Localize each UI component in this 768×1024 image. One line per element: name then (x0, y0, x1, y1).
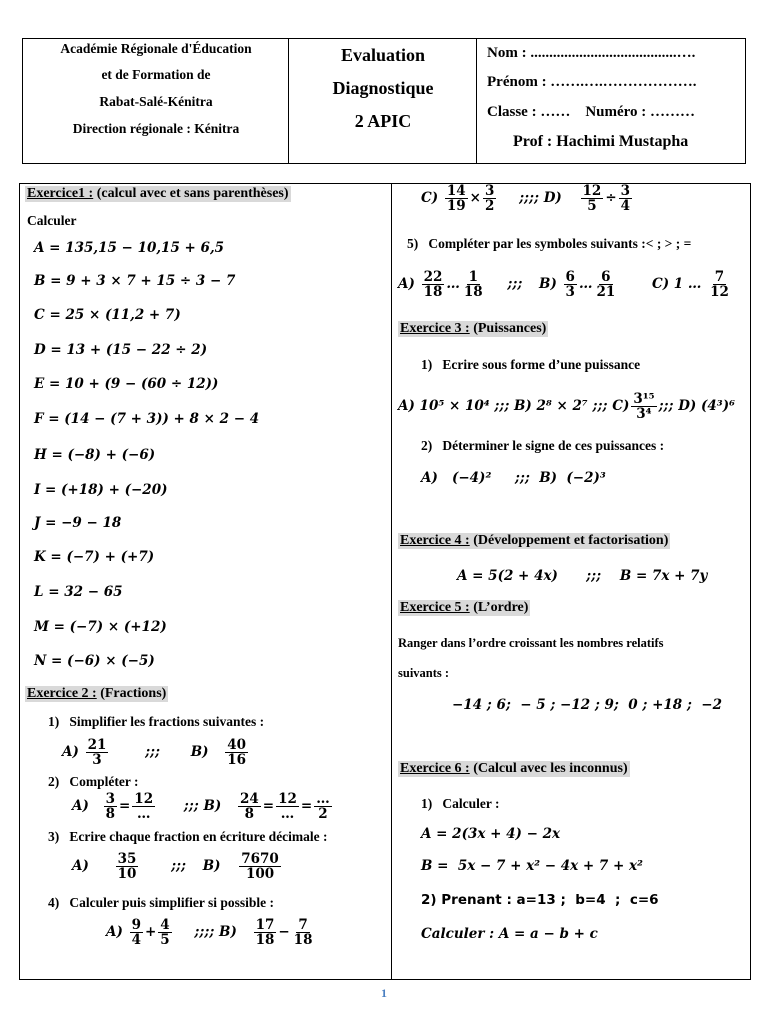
numerator: 35 (117, 851, 137, 867)
eval-line-1: Evaluation (340, 45, 426, 65)
ex5-text-1: Ranger dans l’ordre croissant les nombres relatifs (398, 636, 664, 650)
ex3-subtitle: (Puissances) (469, 321, 547, 336)
ex1-expr-b: B = 9 + 3 × 7 + 15 ÷ 3 − 7 (34, 273, 236, 289)
ex3-title: Exercice 3 : (400, 321, 470, 336)
q4-d-label: D) (543, 190, 562, 206)
numerator: 14 (446, 183, 466, 199)
academie-line-3: Rabat-Salé-Kénitra (99, 94, 213, 109)
numerator: 21 (87, 737, 107, 753)
numerator: 7670 (241, 851, 279, 867)
denominator: 12 (710, 284, 729, 300)
ex1-expr-e: E = 10 + (9 − (60 ÷ 12)) (34, 376, 219, 392)
header-academie (23, 39, 289, 163)
ex2-q5-line: A) $\frac{22}{18}$ … $\frac{1}{18}$ ;;; B) $\frac{6}{3}$ … $\frac{6}{21}$ C) 1 … $\frac{7}{12}$ (398, 269, 729, 300)
prof-name: Prof : Hachimi Mustapha (513, 133, 689, 150)
numerator: 22 (423, 269, 443, 285)
numerator: 17 (255, 917, 275, 933)
ex6-q1: 1) Calculer : (421, 796, 500, 811)
denominator: 10 (117, 866, 137, 882)
fraction (130, 918, 143, 947)
ex1-expr-n: N = (−6) × (−5) (34, 653, 155, 669)
separator: ;;;; (194, 924, 215, 940)
nom-field: Nom : .......................................…. (487, 45, 696, 61)
ex3-q1-expr: A) 10⁵ × 10⁴ ;;; B) 2⁸ × 2⁷ ;;; C) (398, 398, 630, 414)
ex1-expr-k: K = (−7) + (+7) (34, 549, 155, 565)
numerator: 3 (105, 791, 115, 807)
numerator: 3¹⁵ (633, 391, 655, 407)
denominator: 18 (293, 932, 313, 948)
fraction (314, 792, 332, 821)
numerator: 1 (468, 269, 478, 285)
ex3-q2: 2) Déterminer le signe de ces puissances : (421, 438, 665, 453)
fraction (254, 918, 277, 947)
fraction (619, 184, 632, 213)
numerator: 40 (227, 737, 247, 753)
ex2-q4: 4) Calculer puis simplifier si possible : (48, 895, 275, 910)
denominator: 5 (160, 932, 170, 948)
fraction (631, 392, 656, 421)
ex2-q1: 1) Simplifier les fractions suivantes : (48, 714, 265, 729)
fraction (116, 852, 139, 881)
q5-b-label: B) (539, 276, 557, 292)
fraction (86, 738, 109, 767)
ex1-subtitle: (calcul avec et sans parenthèses) (93, 186, 289, 201)
denominator: 8 (244, 806, 255, 822)
q4-c-label: C) (421, 190, 439, 206)
numerator: 6 (601, 269, 611, 285)
numerator: 12 (582, 183, 602, 199)
denominator: 4 (620, 198, 631, 214)
header-student (477, 39, 745, 163)
ex2-q3: 3) Ecrire chaque fraction en écriture décimale : (48, 829, 328, 844)
ex3-q1: 1) Ecrire sous forme d’une puissance (421, 357, 641, 372)
denominator: 16 (227, 752, 247, 768)
fraction (483, 184, 496, 213)
fraction (581, 184, 604, 213)
ex6-q2: 2) Prenant : a=13 ; b=4 ; c=6 (421, 892, 659, 908)
ex1-expr-l: L = 32 − 65 (34, 584, 123, 600)
q4-a-label: A) (106, 924, 123, 940)
denominator: … (136, 806, 151, 822)
ex5-heading (398, 600, 530, 616)
ex1-expr-f: F = (14 − (7 + 3)) + 8 × 2 − 4 (34, 411, 260, 427)
denominator: 18 (423, 284, 443, 300)
ex2-q1-line (62, 738, 250, 767)
fraction (239, 852, 281, 881)
ex6-heading (398, 761, 630, 777)
ex5-numbers: −14 ; 6; − 5 ; −12 ; 9; 0 ; +18 ; −2 (452, 697, 722, 713)
ex3-q1-end: ;;; D) (4³)⁶ (658, 398, 736, 414)
ex4-title: Exercice 4 : (400, 533, 470, 548)
numerator: 7 (714, 269, 725, 285)
ex1-expr-i: I = (+18) + (−20) (34, 482, 168, 498)
ex2-q5: 5) Compléter par les symboles suivants :< ; > ; = (407, 236, 692, 251)
ex1-expr-m: M = (−7) × (+12) (34, 619, 167, 635)
separator: ;;; (171, 858, 187, 874)
ex6-subtitle: (Calcul avec les inconnus) (469, 761, 628, 776)
ex2-q4-line: A) $\frac{9}{4}$ + $\frac{4}{5}$ ;;;; B) $\frac{17}{18}$ − $\frac{7}{18}$ (106, 917, 313, 948)
denominator: 18 (255, 932, 275, 948)
fraction (132, 792, 155, 821)
denominator: 5 (587, 198, 597, 214)
denominator: 8 (105, 806, 115, 822)
separator: ;;; (183, 798, 199, 814)
ex4-subtitle: (Développement et factorisation) (469, 533, 669, 548)
ex2-title: Exercice 2 : (27, 686, 97, 701)
denominator: 2 (484, 198, 495, 214)
fraction (445, 184, 468, 213)
fraction (104, 792, 117, 821)
numerator: 6 (565, 269, 575, 285)
denominator: 3⁴ (636, 406, 652, 422)
denominator: 100 (245, 866, 275, 882)
separator: ;;; (507, 276, 523, 292)
numerator: 3 (620, 183, 631, 199)
ex1-expr-h: H = (−8) + (−6) (34, 447, 156, 463)
header-evaluation (289, 39, 477, 163)
q4-b-label: B) (219, 924, 237, 940)
numerator: 3 (484, 183, 495, 199)
ex1-title: Exercice1 : (27, 186, 94, 201)
ex2-q2: 2) Compléter : (48, 774, 139, 789)
fraction (158, 918, 171, 947)
ex1-expr-c: C = 25 × (11,2 + 7) (34, 307, 181, 323)
fraction (422, 270, 445, 299)
q3-b-label: B) (202, 858, 221, 874)
denominator: 2 (318, 806, 328, 822)
q3-a-label: A) (72, 858, 89, 874)
classe-field: Classe : …… Numéro : ……… (487, 104, 696, 120)
fraction (594, 270, 617, 299)
page-number: 1 (381, 986, 387, 1000)
separator: ;;; (145, 744, 161, 760)
fraction (238, 792, 261, 821)
denominator: 3 (565, 284, 575, 300)
column-divider (391, 183, 392, 980)
ex2-heading (25, 686, 168, 702)
ex6-title: Exercice 6 : (400, 761, 470, 776)
ex3-heading (398, 321, 548, 337)
q2-a-label: A) (72, 798, 89, 814)
ex6-expr-a: A = 2(3x + 4) − 2x (421, 826, 561, 842)
ex1-heading (25, 186, 291, 202)
denominator: 4 (131, 932, 141, 948)
ex1-expr-a: A = 135,15 − 10,15 + 6,5 (34, 240, 225, 256)
eval-line-3: 2 APIC (354, 111, 412, 131)
fraction (292, 918, 315, 947)
denominator: 21 (596, 284, 616, 300)
ex2-q3-line (72, 852, 283, 881)
denominator: … (280, 806, 295, 822)
q5-a-label: A) (398, 276, 415, 292)
numerator: 9 (131, 917, 141, 933)
ex6-q2-calc: Calculer : A = a − b + c (421, 926, 598, 942)
ex3-q2-line: A) (−4)² ;;; B) (−2)³ (421, 470, 606, 486)
q5-c-label: C) 1 … (651, 276, 702, 292)
academie-line-4: Direction régionale : Kénitra (72, 121, 240, 136)
q1-a-label: A) (62, 744, 79, 760)
ex4-line: A = 5(2 + 4x) ;;; B = 7x + 7y (457, 568, 708, 584)
denominator: 3 (92, 752, 102, 768)
ex5-subtitle: (L’ordre) (469, 600, 529, 615)
ex1-instruction: Calculer (27, 213, 77, 228)
fraction (462, 270, 485, 299)
ex1-expr-j: J = −9 − 18 (34, 515, 122, 531)
ex2-q4-line-2: C) $\frac{14}{19}$ × $\frac{3}{2}$ ;;;; D) $\frac{12}{5}$ ÷ $\frac{3}{4}$ (421, 183, 631, 214)
fraction (708, 270, 731, 299)
ex2-q2-line: A) $\frac{3}{8}$ = $\frac{12}{\dots}$ ;;; B) $\frac{24}{8}$ = $\frac{12}{\dots}$ = $\frac{\dots}{2}$ (72, 791, 330, 822)
ex1-expr-d: D = 13 + (15 − 22 ÷ 2) (34, 342, 208, 358)
separator: ;;;; (519, 190, 539, 206)
academie-line-2: et de Formation de (101, 67, 211, 82)
numerator: 24 (239, 791, 259, 807)
numerator: 7 (298, 917, 308, 933)
eval-line-2: Diagnostique (332, 78, 434, 98)
fraction (564, 270, 577, 299)
numerator: … (316, 791, 330, 807)
fraction (276, 792, 299, 821)
header-table (22, 38, 746, 164)
denominator: 19 (446, 198, 466, 214)
ex6-expr-b: B = 5x − 7 + x² − 4x + 7 + x² (421, 858, 643, 874)
ex2-subtitle: (Fractions) (96, 686, 167, 701)
prenom-field: Prénom : …….….………………. (487, 74, 697, 90)
q1-b-label: B) (190, 744, 209, 760)
numerator: 4 (160, 917, 170, 933)
ex4-heading (398, 533, 670, 549)
q2-b-label: B) (203, 798, 222, 814)
ex3-q1-line (398, 392, 735, 421)
ex5-text-2: suivants : (398, 666, 450, 680)
academie-line-1: Académie Régionale d'Éducation (60, 41, 252, 56)
numerator: 12 (134, 791, 154, 807)
ex5-title: Exercice 5 : (400, 600, 470, 615)
numerator: 12 (278, 791, 297, 807)
fraction (225, 738, 248, 767)
denominator: 18 (463, 284, 483, 300)
